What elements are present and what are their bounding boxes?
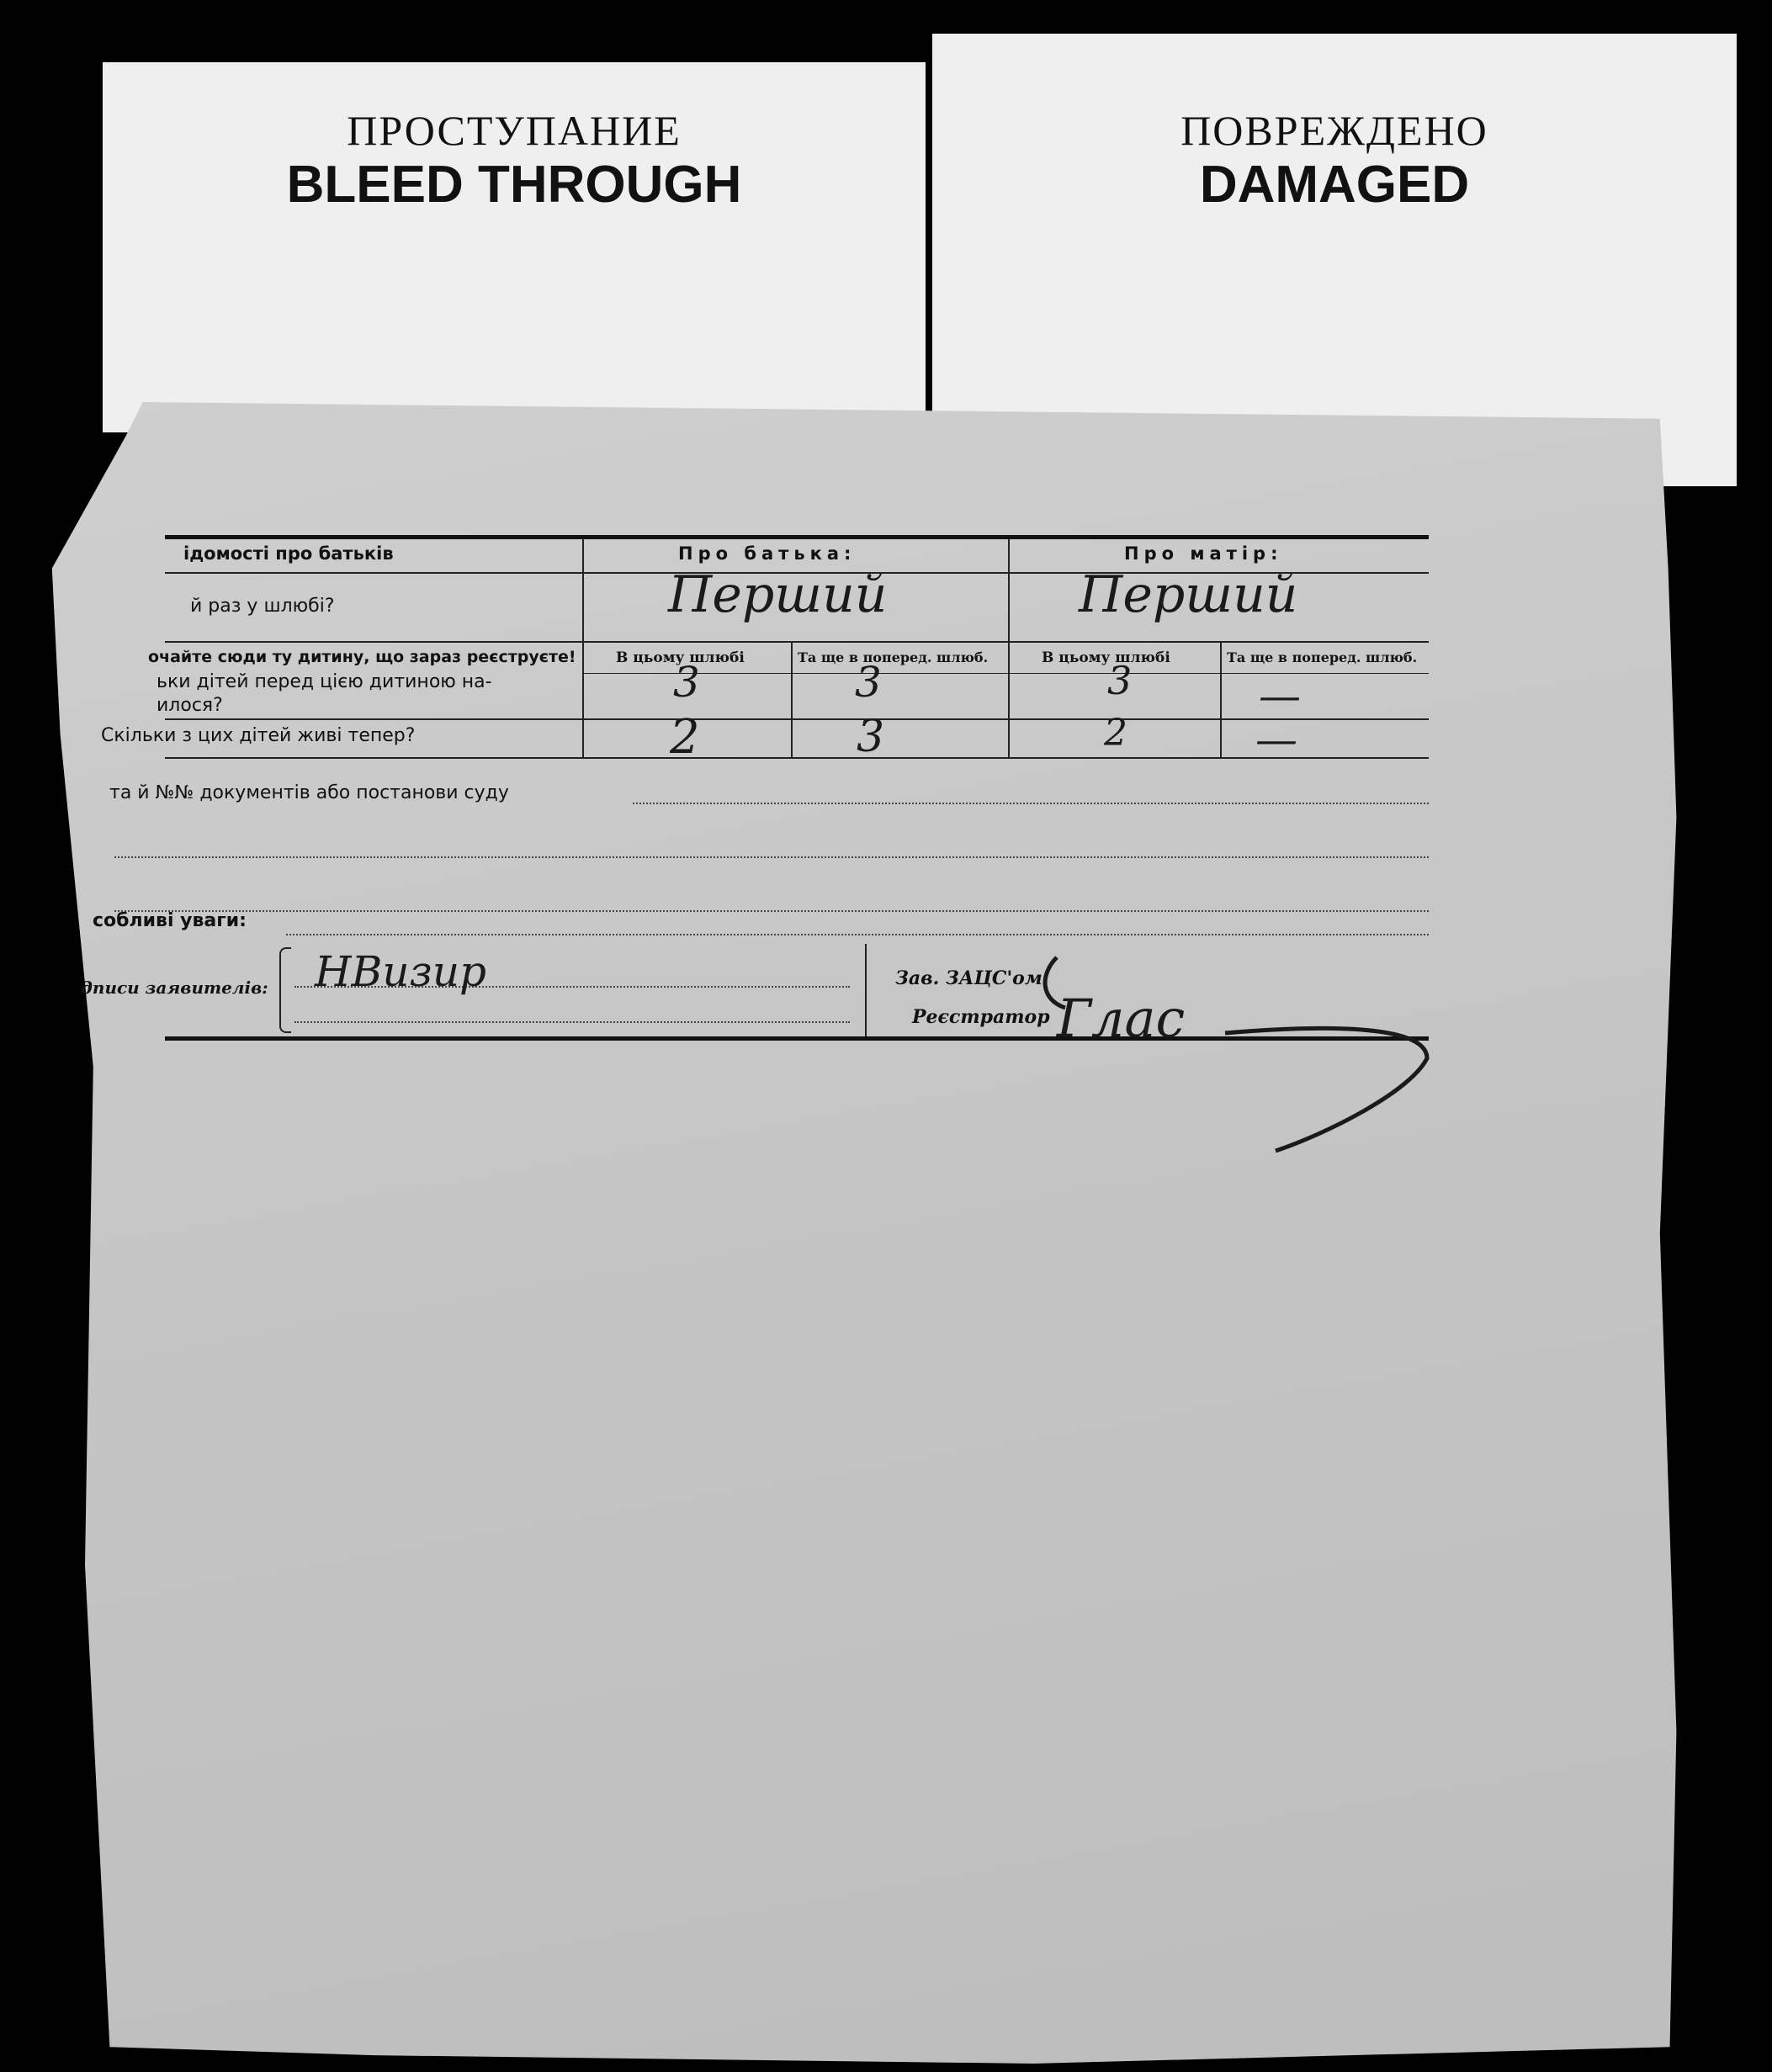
row-children-line3: илося? [157, 695, 223, 716]
col-prev-marriage-mother: Та ще в поперед. шлюб. [1227, 649, 1418, 665]
col-prev-marriage-father: Та ще в поперед. шлюб. [798, 649, 989, 665]
registrar-label: Реєстратор [912, 1006, 1050, 1028]
mother-marriage-hand: Перший [1079, 565, 1298, 624]
row-alive-label: Скільки з цих дітей живі тепер? [101, 725, 416, 746]
father-marriage-hand: Перший [668, 565, 888, 624]
documents-label: та й №№ документів або постанови суду [109, 782, 509, 803]
bleed-through-card [103, 62, 926, 432]
damaged-label-ru: ПОВРЕЖДЕНО [1180, 107, 1488, 154]
damaged-label-en: DAMAGED [1199, 156, 1470, 214]
father-alive-prev: 3 [857, 712, 885, 762]
father-header: Про батька: [678, 543, 857, 564]
bleed-through-label-ru: ПРОСТУПАНИЕ [347, 107, 682, 154]
row-marriage-label: й раз у шлюбі? [190, 596, 335, 617]
mother-alive-this: 2 [1104, 712, 1127, 755]
mother-alive-prev: — [1255, 715, 1297, 764]
father-children-this: 3 [673, 658, 700, 707]
col-this-marriage-father: В цьому шлюбі [616, 649, 745, 666]
section-title: ідомості про батьків [183, 543, 394, 564]
mother-children-prev: — [1259, 671, 1301, 720]
head-label: Зав. ЗАЦС'ом [895, 967, 1043, 989]
row-children-line2: ьки дітей перед цією дитиною на- [157, 671, 492, 692]
father-children-prev: 3 [855, 658, 882, 707]
registrar-signature: Глас [1057, 988, 1186, 1049]
signatures-label: дписи заявителів: [81, 978, 268, 998]
top-rule [165, 535, 1429, 539]
signature-flourish [1006, 941, 1444, 1159]
applicant-signature: НВизир [315, 947, 487, 996]
mother-children-this: 3 [1107, 658, 1133, 703]
parents-info-form [81, 528, 1429, 1049]
father-alive-this: 2 [670, 710, 700, 765]
bleed-through-label-en: BLEED THROUGH [286, 156, 742, 214]
row-children-line1: очайте сюди ту дитину, що зараз реєструєте! [148, 648, 576, 666]
col-this-marriage-mother: В цьому шлюбі [1042, 649, 1170, 666]
mother-header: Про матір: [1124, 543, 1283, 564]
notes-label: собливі уваги: [93, 910, 247, 931]
